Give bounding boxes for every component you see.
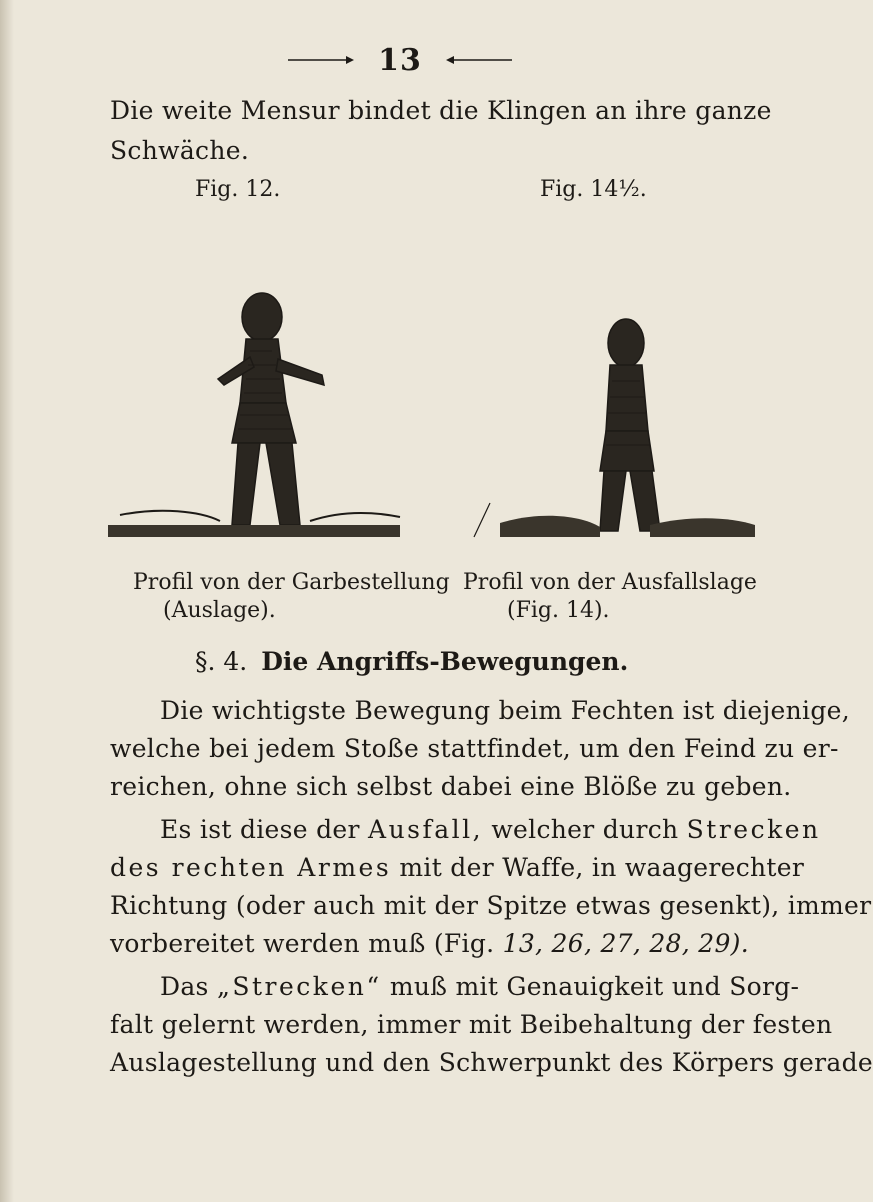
para1-line-1: Die wichtigste Bewegung beim Fechten ist diejenige, (160, 696, 850, 725)
figure-12-guard-profile-illustration (100, 275, 410, 550)
para2-line-4-text: vorbereitet werden muß (Fig. (110, 929, 495, 958)
para2-line-4 (110, 929, 749, 959)
figure-references: 13, 26, 27, 28, 29). (502, 929, 749, 958)
figure-14-caption-line-1: Profil von der Ausfallslage (463, 570, 757, 595)
para2-line-1-start: Es ist diese der (160, 815, 360, 844)
section-number: §. 4. (195, 647, 248, 676)
term-strecken: Strecken (686, 815, 821, 844)
para3-line-3: Auslagestellung und den Schwerpunkt des Körpers gerade (110, 1048, 873, 1077)
section-title: Die Angriffs-Bewegungen. (261, 647, 629, 676)
page-gutter-shadow (0, 0, 14, 1202)
page-header (0, 42, 800, 78)
term-rechten-armes: des rechten Armes (110, 853, 392, 882)
figure-12-caption-line-2: (Auslage). (163, 598, 276, 623)
figure-12-caption-line-1: Profil von der Garbestellung (133, 570, 450, 595)
para2-line-3: Richtung (oder auch mit der Spitze etwas gesenkt), immer (110, 891, 872, 920)
right-ornament-arrow-icon (440, 54, 512, 66)
para2-line-2 (110, 853, 804, 883)
para3-line-1 (160, 972, 799, 1002)
para1-line-3: reichen, ohne sich selbst dabei eine Blöße zu geben. (110, 772, 792, 801)
para1-line-2: welche bei jedem Stoße stattfindet, um den Feind zu er- (110, 734, 839, 763)
figure-14-label: Fig. 14½. (540, 177, 647, 202)
left-ornament-arrow-icon (288, 54, 360, 66)
section-heading (195, 647, 628, 676)
term-ausfall: Ausfall, (368, 815, 484, 844)
para3-line-1-rest: muß mit Genauigkeit und Sorg- (389, 972, 800, 1001)
para2-line-1-mid: welcher durch (491, 815, 679, 844)
para3-line-2: falt gelernt werden, immer mit Beibehaltung der festen (110, 1010, 833, 1039)
para2-line-2-rest: mit der Waffe, in waagerechter (399, 853, 805, 882)
intro-line-1: Die weite Mensur bindet die Klingen an ihre ganze (110, 96, 772, 125)
figure-14-caption-line-2: (Fig. 14). (507, 598, 610, 623)
intro-line-2: Schwäche. (110, 136, 250, 165)
para3-line-1-start: Das (160, 972, 209, 1001)
figure-12-label: Fig. 12. (195, 177, 281, 202)
term-strecken-quoted: „Strecken“ (216, 972, 382, 1001)
figure-14-lunge-profile-illustration (470, 305, 760, 555)
para2-line-1 (160, 815, 821, 845)
page-number: 13 (378, 42, 422, 78)
